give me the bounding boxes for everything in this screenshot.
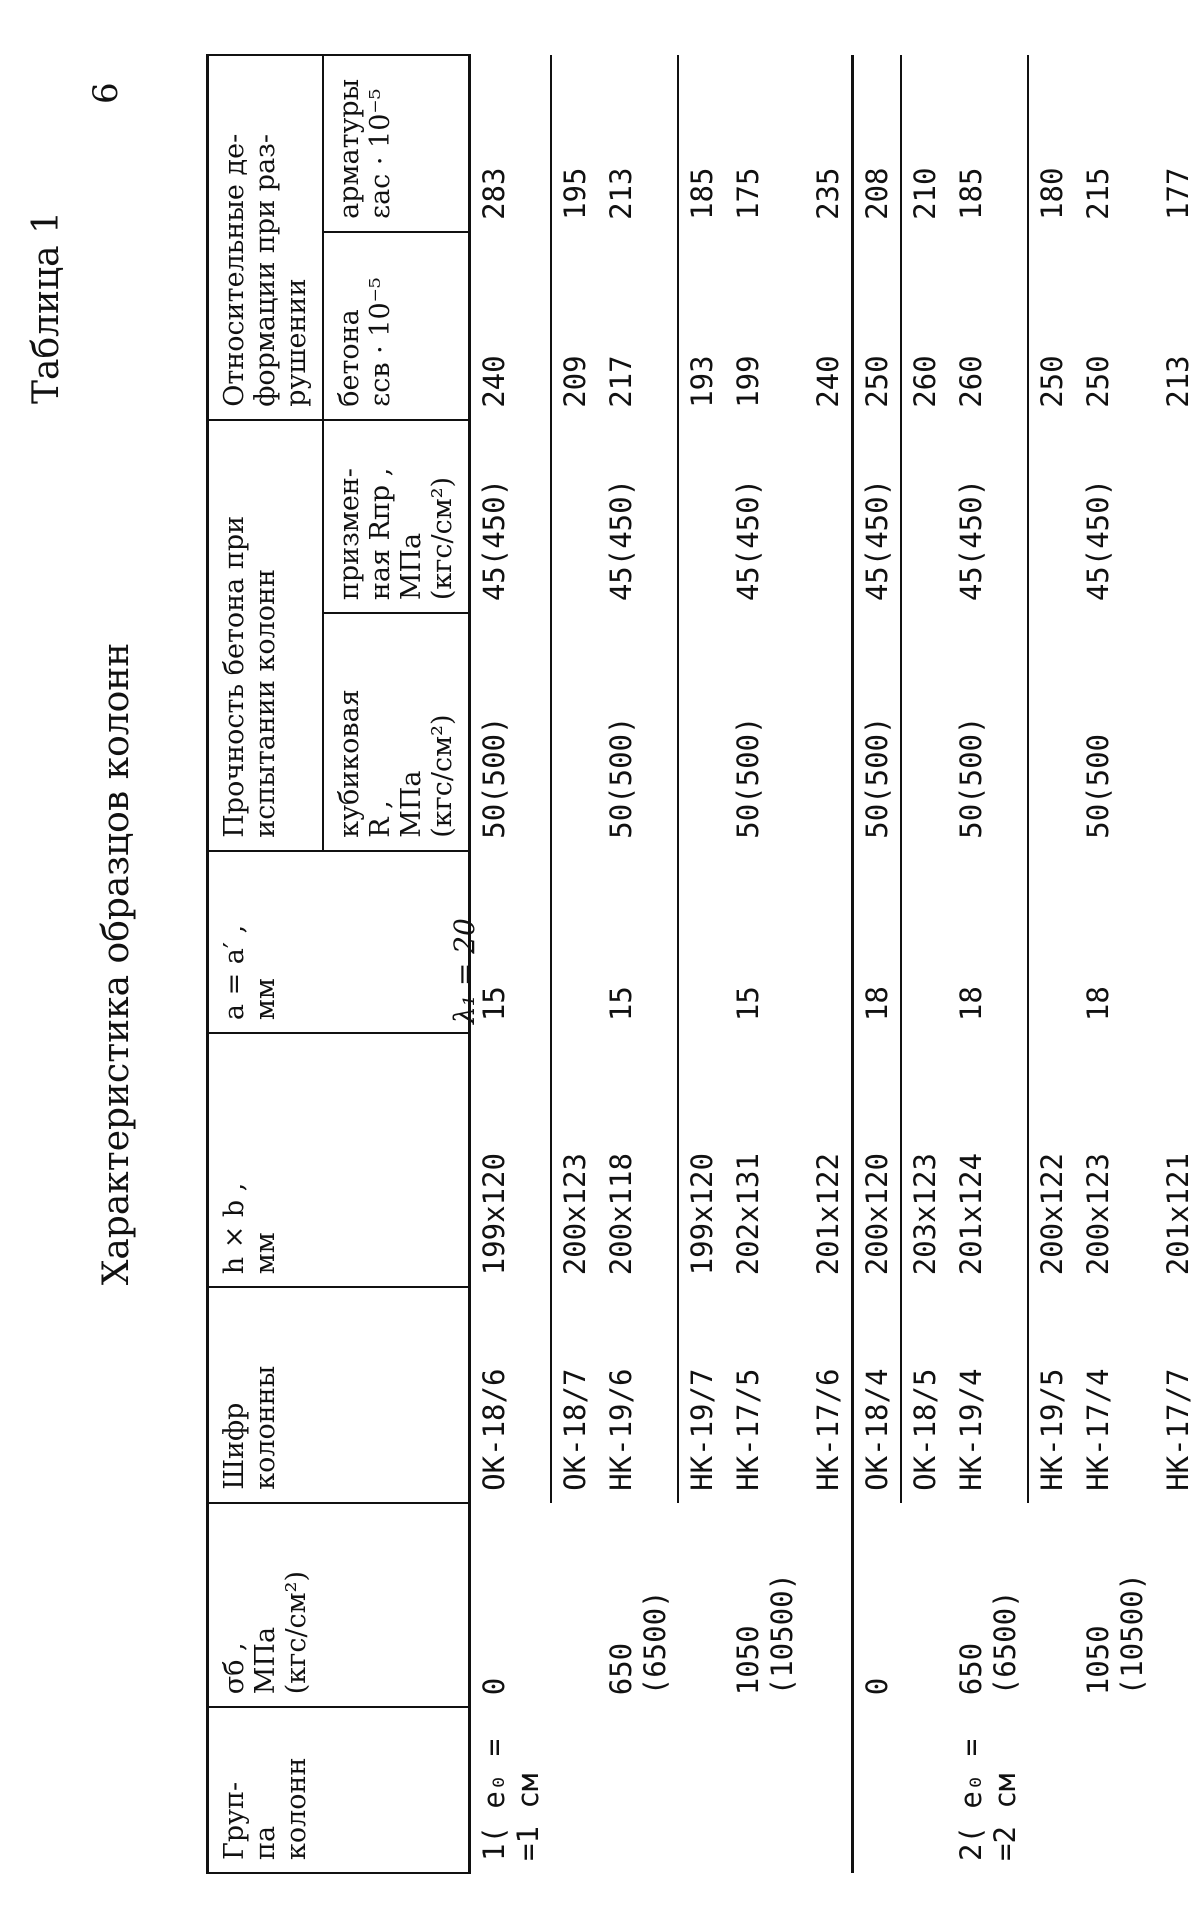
header-rebar-strain: арматуры εас · 10⁻⁵ [323,55,470,232]
concrete-strain-cell: 209 [551,232,598,420]
column-code-cell: НК-17/7 [1155,1287,1200,1503]
concrete-strain-cell: 213 [1155,232,1200,420]
column-code-cell: ОК-18/7 [551,1287,598,1503]
rotated-page-content [26,44,1196,1874]
column-code-cell: НК-19/6 [604,1368,639,1491]
cube-strength-cell [901,613,948,851]
cover-cell [1155,851,1200,1033]
cube-strength-cell: 50(500) [731,716,766,839]
prism-strength-cell [678,420,725,613]
table-row [551,55,598,1873]
prism-strength-cell [1155,420,1200,613]
concrete-strain-cell: 217 [604,355,639,408]
group-cell: 2( e₀ = =2 см [954,1738,1023,1861]
table-row [1075,55,1155,1873]
header-concrete-strain: бетона εсв · 10⁻⁵ [323,232,470,420]
column-code-cell: НК-19/4 [954,1368,989,1491]
cube-strength-cell [1028,613,1075,851]
section-size-cell: 202x131 [731,1153,766,1276]
table-row [725,55,805,1873]
cube-strength-cell: 50(500) [477,716,512,839]
table-row [1155,55,1200,1873]
concrete-strain-cell: 250 [860,355,895,408]
cover-cell [805,851,853,1033]
table-row [805,55,853,1873]
header-concrete-strength: Прочность бетона при испытании колонн [208,420,324,851]
sigma-cell [805,1503,853,1707]
section-size-cell: 199x120 [477,1153,512,1276]
cover-cell [678,851,725,1033]
sigma-cell [1028,1503,1075,1707]
concrete-strain-cell: 250 [1028,232,1075,420]
section-size-cell: 201x121 [1155,1033,1200,1287]
rebar-strain-cell: 185 [954,167,989,220]
rebar-strain-cell: 175 [731,167,766,220]
group-cell [1028,1707,1075,1873]
section-size-cell: 201x122 [805,1033,853,1287]
concrete-strain-cell: 240 [477,355,512,408]
rebar-strain-cell: 210 [901,55,948,232]
concrete-strain-cell: 260 [901,232,948,420]
header-relative-deformations: Относительные де- формации при раз- рушении [208,55,324,420]
rebar-strain-cell: 208 [860,167,895,220]
group-cell [1155,1707,1200,1873]
sigma-cell [551,1503,598,1707]
column-code-cell: ОК-18/4 [860,1368,895,1491]
group-cell [598,1707,678,1873]
cube-strength-cell [805,613,853,851]
prism-strength-cell: 45(450) [731,478,766,602]
concrete-strain-cell: 240 [805,232,853,420]
group-cell: 1( e₀ = =1 см [477,1738,546,1861]
sigma-cell: 1050 (10500) [731,1573,800,1696]
sigma-cell [901,1503,948,1707]
table-row [1028,55,1075,1873]
cover-cell [1028,851,1075,1033]
section-size-cell: 199x120 [678,1033,725,1287]
cover-cell: 15 [477,986,512,1022]
sigma-cell: 650 (6500) [604,1590,673,1696]
concrete-strain-cell: 193 [678,232,725,420]
group-cell [1075,1707,1155,1873]
cube-strength-cell: 50(500) [604,716,639,839]
table-body [470,55,1200,1873]
section-size-cell: 200x123 [551,1033,598,1287]
rebar-strain-cell: 185 [678,55,725,232]
table-row [901,55,948,1873]
table-row [598,55,678,1873]
cover-cell: 18 [954,986,989,1022]
section-size-cell: 203x123 [901,1033,948,1287]
group-cell [901,1707,948,1873]
group-cell [805,1707,853,1873]
sigma-cell: 1050 (10500) [1081,1573,1150,1696]
rebar-strain-cell: 235 [805,55,853,232]
cover-cell: 18 [1081,986,1116,1022]
table-row [853,55,902,1873]
table-row [470,55,552,1873]
column-code-cell: ОК-18/5 [901,1287,948,1503]
column-code-cell: НК-17/4 [1081,1368,1116,1491]
header-cube-strength: кубиковая R , МПа (кгс/см²) [323,613,470,851]
section-size-cell: 201x124 [954,1153,989,1276]
section-size-cell: 200x120 [860,1153,895,1276]
group-cell [853,1707,902,1873]
concrete-strain-cell: 199 [731,355,766,408]
group-cell [678,1707,725,1873]
cover-cell: 15 [731,986,766,1022]
cube-strength-cell [678,613,725,851]
rebar-strain-cell: 283 [477,167,512,220]
table-title: Характеристика образцов колонн [96,642,137,1286]
cover-cell: 15 [604,986,639,1022]
prism-strength-cell: 45(450) [860,478,895,602]
prism-strength-cell [805,420,853,613]
prism-strength-cell [551,420,598,613]
cube-strength-cell: 50(500) [954,716,989,839]
section-size-cell: 200x118 [604,1153,639,1276]
concrete-strain-cell: 260 [954,355,989,408]
header-column-code: Шифр колонны [208,1287,470,1503]
prism-strength-cell [1028,420,1075,613]
cube-strength-cell: 50(500) [860,716,895,839]
column-code-cell: НК-17/5 [731,1368,766,1491]
prism-strength-cell: 45(450) [1081,478,1116,602]
group-cell [725,1707,805,1873]
concrete-strain-cell: 250 [1081,355,1116,408]
cover-cell: 18 [860,986,895,1022]
column-code-cell: ОК-18/6 [477,1368,512,1491]
table-row [948,55,1028,1873]
sigma-cell [1155,1503,1200,1707]
cover-cell [551,851,598,1033]
column-code-cell: НК-19/5 [1028,1287,1075,1503]
sigma-cell: 650 (6500) [954,1590,1023,1696]
header-cover: a = a′ , мм [208,851,470,1033]
rebar-strain-cell: 195 [551,55,598,232]
slenderness-note: λ₁ = 20 [448,918,481,1024]
rebar-strain-cell: 177 [1155,55,1200,232]
header-group: Груп- па колонн [208,1707,470,1873]
sigma-cell: 0 [477,1677,512,1696]
rebar-strain-cell: 180 [1028,55,1075,232]
specimen-table [206,54,1200,1874]
column-code-cell: НК-19/7 [678,1287,725,1503]
section-size-cell: 200x123 [1081,1153,1116,1276]
prism-strength-cell: 45(450) [604,478,639,602]
cube-strength-cell [551,613,598,851]
cube-strength-cell [1155,613,1200,851]
rebar-strain-cell: 213 [604,167,639,220]
prism-strength-cell: 45(450) [477,478,512,602]
page-number: 6 [86,82,126,104]
group-cell [551,1707,598,1873]
prism-strength-cell [901,420,948,613]
section-size-cell: 200x122 [1028,1033,1075,1287]
header-sigma: σб , МПа (кгс/см²) [208,1503,470,1707]
cover-cell [901,851,948,1033]
cube-strength-cell: 50(500 [1081,734,1116,839]
column-code-cell: НК-17/6 [805,1287,853,1503]
header-prism-strength: призмен- ная Rпр , МПа (кгс/см²) [323,420,470,613]
sigma-cell: 0 [860,1677,895,1696]
sigma-cell [678,1503,725,1707]
table-row [678,55,725,1873]
table-label: Таблица 1 [26,211,67,404]
prism-strength-cell: 45(450) [954,478,989,602]
rebar-strain-cell: 215 [1081,167,1116,220]
header-section-size: h × b , мм [208,1033,470,1287]
